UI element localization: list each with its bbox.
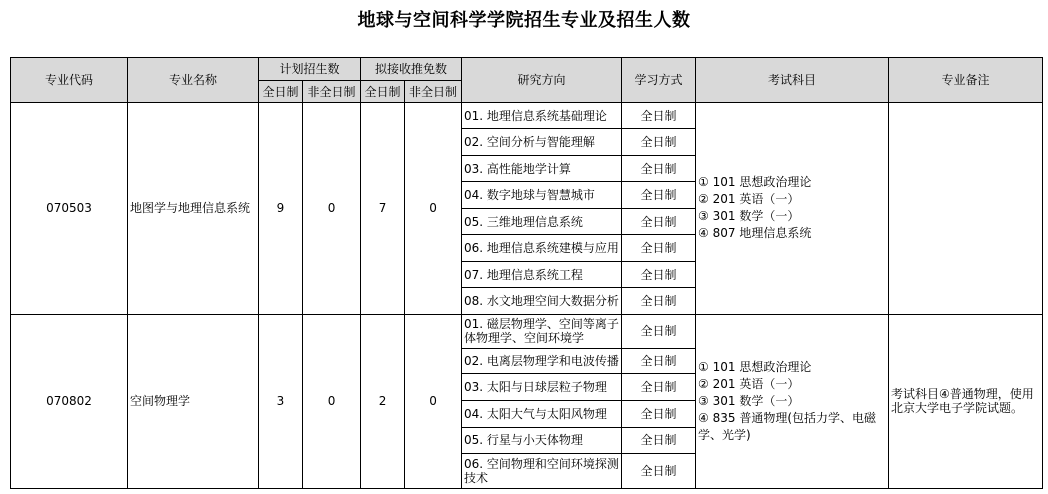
table-header [11,58,1043,103]
exam-subject: ② 201 英语（一） [698,376,800,391]
exam-subject: ④ 807 地理信息系统 [698,226,812,241]
study-mode: 全日制 [622,209,696,235]
research-direction: 02. 空间分析与智能理解 [462,129,622,156]
study-mode: 全日制 [622,288,696,314]
exam-subject: ① 101 思想政治理论 [698,175,812,190]
table-body [11,103,1043,489]
exam-subject: ① 101 思想政治理论 [698,359,812,374]
research-direction: 07. 地理信息系统工程 [462,262,622,288]
header-direction: 研究方向 [462,58,622,103]
major-code: 070802 [11,314,128,489]
plan-fulltime: 3 [259,314,303,489]
study-mode: 全日制 [622,373,696,400]
study-mode: 全日制 [622,453,696,488]
major-name: 地图学与地理信息系统 [128,103,259,315]
research-direction: 03. 高性能地学计算 [462,156,622,182]
exam-subjects [696,314,889,489]
study-mode: 全日制 [622,348,696,373]
page-title: 地球与空间科学学院招生专业及招生人数 [357,10,691,31]
research-direction: 01. 地理信息系统基础理论 [462,103,622,129]
research-direction: 05. 三维地理信息系统 [462,209,622,235]
research-direction: 08. 水文地理空间大数据分析 [462,288,622,314]
research-direction: 01. 磁层物理学、空间等离子体物理学、空间环境学 [462,314,622,348]
research-direction: 04. 数字地球与智慧城市 [462,182,622,209]
header-mode: 学习方式 [622,58,696,103]
research-direction: 05. 行星与小天体物理 [462,427,622,453]
major-code: 070503 [11,103,128,315]
study-mode: 全日制 [622,314,696,348]
plan-fulltime: 9 [259,103,303,315]
study-mode: 全日制 [622,129,696,156]
major-remark [889,103,1043,315]
research-direction: 06. 空间物理和空间环境探测技术 [462,453,622,488]
header-name: 专业名称 [128,58,259,103]
header-exempt-fulltime: 全日制 [361,81,405,103]
study-mode: 全日制 [622,103,696,129]
study-mode: 全日制 [622,400,696,427]
study-mode: 全日制 [622,427,696,453]
header-plan: 计划招生数 [259,58,361,81]
study-mode: 全日制 [622,156,696,182]
header-plan-parttime: 非全日制 [303,81,361,103]
plan-parttime: 0 [303,314,361,489]
exam-subject: ③ 301 数学（一） [698,393,800,408]
header-exempt-parttime: 非全日制 [405,81,462,103]
header-exam: 考试科目 [696,58,889,103]
research-direction: 02. 电离层物理学和电波传播 [462,348,622,373]
header-plan-fulltime: 全日制 [259,81,303,103]
exam-subject: ③ 301 数学（一） [698,209,800,224]
admissions-table [10,57,1043,489]
exempt-fulltime: 2 [361,314,405,489]
study-mode: 全日制 [622,262,696,288]
research-direction: 06. 地理信息系统建模与应用 [462,235,622,262]
header-exempt: 拟接收推免数 [361,58,462,81]
exam-subject: ② 201 英语（一） [698,192,800,207]
header-remark: 专业备注 [889,58,1043,103]
research-direction: 04. 太阳大气与太阳风物理 [462,400,622,427]
study-mode: 全日制 [622,182,696,209]
study-mode: 全日制 [622,235,696,262]
table-row [11,314,1043,348]
plan-parttime: 0 [303,103,361,315]
exam-subjects [696,103,889,315]
major-remark: 考试科目④普通物理，使用北京大学电子学院试题。 [889,314,1043,489]
major-name: 空间物理学 [128,314,259,489]
exempt-fulltime: 7 [361,103,405,315]
table-row [11,103,1043,129]
exempt-parttime: 0 [405,314,462,489]
exam-subject: ④ 835 普通物理(包括力学、电磁学、光学) [698,410,877,442]
header-code: 专业代码 [11,58,128,103]
research-direction: 03. 太阳与日球层粒子物理 [462,373,622,400]
exempt-parttime: 0 [405,103,462,315]
